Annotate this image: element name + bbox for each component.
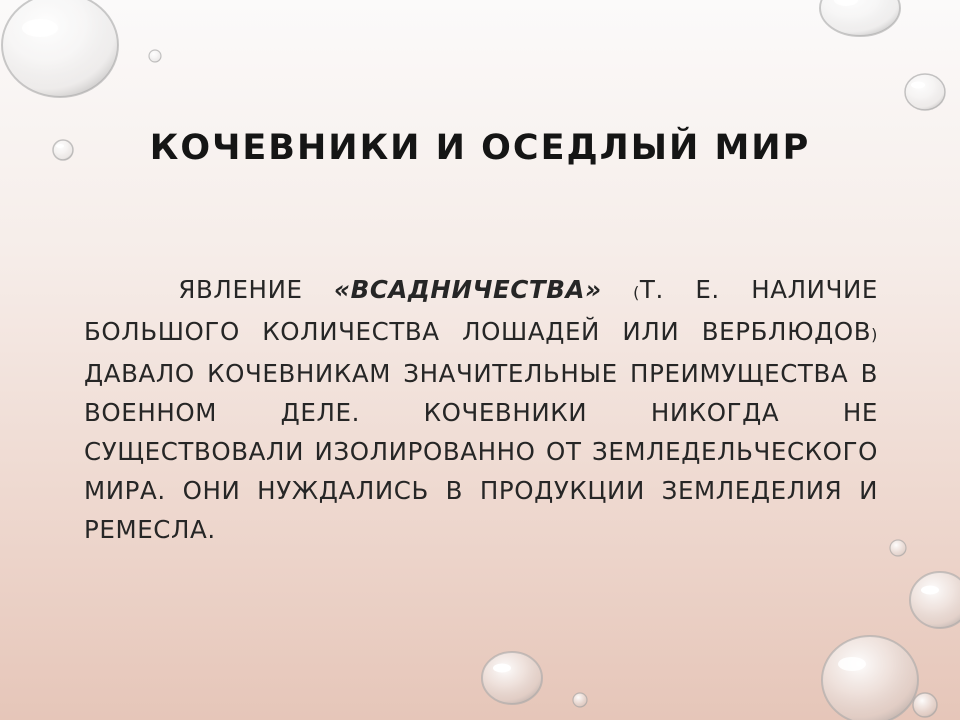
paren-close: ) [871, 325, 878, 344]
drop-top-right [820, 0, 900, 36]
drop-mid-right [905, 74, 945, 110]
body-text-emphasis: «ВСАДНИЧЕСТВА» [334, 275, 602, 304]
drop-bottom-far-right [913, 693, 937, 717]
slide-title: КОЧЕВНИКИ И ОСЕДЛЫЙ МИР [149, 128, 811, 168]
drop-bottom-tiny [573, 693, 587, 707]
body-text-rest: ДАВАЛО КОЧЕВНИКАМ ЗНАЧИТЕЛЬНЫЕ ПРЕИМУЩЕСТВА В ВОЕННОМ ДЕЛЕ. КОЧЕВНИКИ НИКОГДА НЕ СУЩЕСТВОВАЛИ ИЗОЛИРОВАННО ОТ ЗЕМЛЕДЕЛЬЧЕСКОГО МИРА. ОНИ НУЖДАЛИСЬ В ПРОДУКЦИИ ЗЕМЛЕДЕЛИЯ И РЕМЕСЛА. [84, 359, 878, 544]
body-text-intro: ЯВЛЕНИЕ [178, 275, 335, 304]
body-text-parenthetical: Т. Е. НАЛИЧИЕ БОЛЬШОГО КОЛИЧЕСТВА ЛОШАДЕЙ ИЛИ ВЕРБЛЮДОВ [84, 275, 879, 346]
drop-tiny-top [149, 50, 161, 62]
slide-body-text [84, 270, 878, 549]
drop-small-right [890, 540, 906, 556]
drop-bottom-center [482, 652, 542, 704]
drop-bottom-right-large [910, 572, 960, 628]
drop-bottom-right [822, 636, 918, 720]
drop-top-left [2, 0, 118, 97]
paren-open: ( [633, 283, 640, 302]
